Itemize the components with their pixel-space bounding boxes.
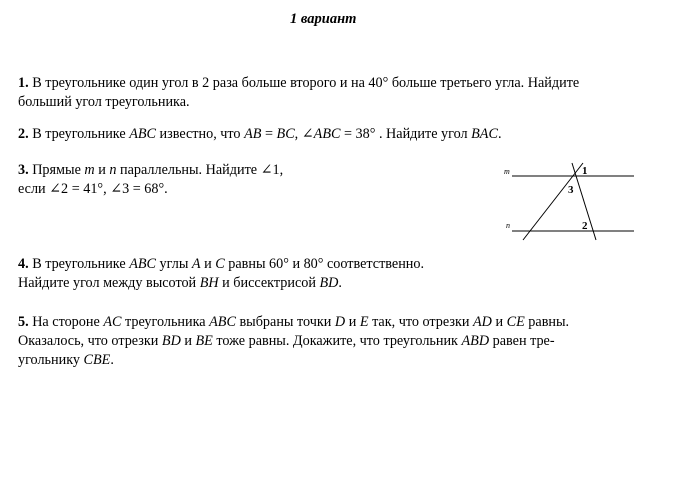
problem-text: параллельны. Найдите ∠1, — [116, 162, 284, 178]
problem-number: 2. — [18, 126, 29, 142]
problem-text: . — [497, 126, 502, 142]
problem-3 — [18, 161, 438, 199]
problem-text: и — [180, 333, 196, 349]
problem-text: и — [345, 314, 360, 330]
problem-text: Прямые — [28, 162, 85, 178]
math-symbol: A — [191, 256, 201, 272]
problem-text: известно, что — [156, 126, 245, 142]
problem-text: так, что отрезки — [368, 314, 473, 330]
math-symbol: BC — [276, 126, 295, 142]
problem-text: углы — [156, 256, 192, 272]
problem-text: В треугольнике один угол в 2 раза больше второго и на 40° больше третьего угла. Найдите — [28, 75, 580, 91]
angle-label-1: 1 — [582, 165, 588, 177]
problem-text: На стороне — [28, 314, 104, 330]
math-symbol: BH — [199, 275, 219, 291]
problem-text: больший угол треугольника. — [18, 94, 190, 110]
math-symbol: AB — [244, 126, 262, 142]
math-symbol: m — [84, 162, 95, 178]
problem-text: , ∠ — [294, 126, 314, 142]
problem-text: = 38° . Найдите угол — [340, 126, 472, 142]
math-symbol: ABC — [129, 256, 156, 272]
problem-text: тоже равны. Докажите, что треугольник — [212, 333, 462, 349]
label-n: n — [506, 221, 510, 230]
problem-text: если ∠2 = 41°, ∠3 = 68°. — [18, 181, 168, 197]
problem-text: выбраны точки — [235, 314, 335, 330]
variant-title: 1 вариант — [290, 11, 357, 27]
problem-text: В треугольнике — [28, 256, 130, 272]
math-symbol: AD — [473, 314, 492, 330]
math-symbol: BAC — [471, 126, 498, 142]
math-symbol: E — [359, 314, 369, 330]
math-symbol: ABD — [461, 333, 490, 349]
problem-text: . — [338, 275, 342, 291]
math-symbol: D — [334, 314, 346, 330]
problem-number: 1. — [18, 75, 29, 91]
math-symbol: BD — [161, 333, 181, 349]
problem-text: и — [94, 162, 110, 178]
problem-5 — [18, 313, 642, 370]
problem-text: равны 60° и 80° соответственно. — [224, 256, 425, 272]
problem-text: В треугольнике — [28, 126, 130, 142]
math-symbol: n — [109, 162, 117, 178]
problem-text: и биссектрисой — [218, 275, 320, 291]
problem-text: треугольника — [121, 314, 210, 330]
problem-text: и — [491, 314, 507, 330]
problem-number: 3. — [18, 162, 29, 178]
label-m: m — [504, 167, 510, 176]
math-symbol: ABC — [313, 126, 341, 142]
problem-text: Найдите угол между высотой — [18, 275, 200, 291]
problem-text: Оказалось, что отрезки — [18, 333, 162, 349]
math-symbol: BD — [319, 275, 339, 291]
problem-2 — [18, 125, 663, 144]
parallel-lines-diagram — [500, 160, 640, 242]
angle-label-3: 3 — [568, 184, 574, 196]
problem-number: 5. — [18, 314, 29, 330]
math-symbol: BE — [195, 333, 213, 349]
problem-text: равен тре- — [489, 333, 555, 349]
math-symbol: C — [215, 256, 225, 272]
angle-label-2: 2 — [582, 220, 588, 232]
problem-text: угольнику — [18, 352, 84, 368]
problem-4 — [18, 255, 538, 293]
problem-1 — [18, 74, 663, 112]
math-symbol: ABC — [129, 126, 156, 142]
problem-number: 4. — [18, 256, 29, 272]
problem-text: равны. — [524, 314, 570, 330]
math-symbol: AC — [103, 314, 122, 330]
problem-text: и — [200, 256, 216, 272]
problem-text: . — [110, 352, 114, 368]
math-symbol: CE — [506, 314, 525, 330]
transversal-left — [523, 163, 583, 240]
math-symbol: ABC — [209, 314, 236, 330]
problem-text: = — [261, 126, 277, 142]
math-symbol: CBE — [83, 352, 111, 368]
